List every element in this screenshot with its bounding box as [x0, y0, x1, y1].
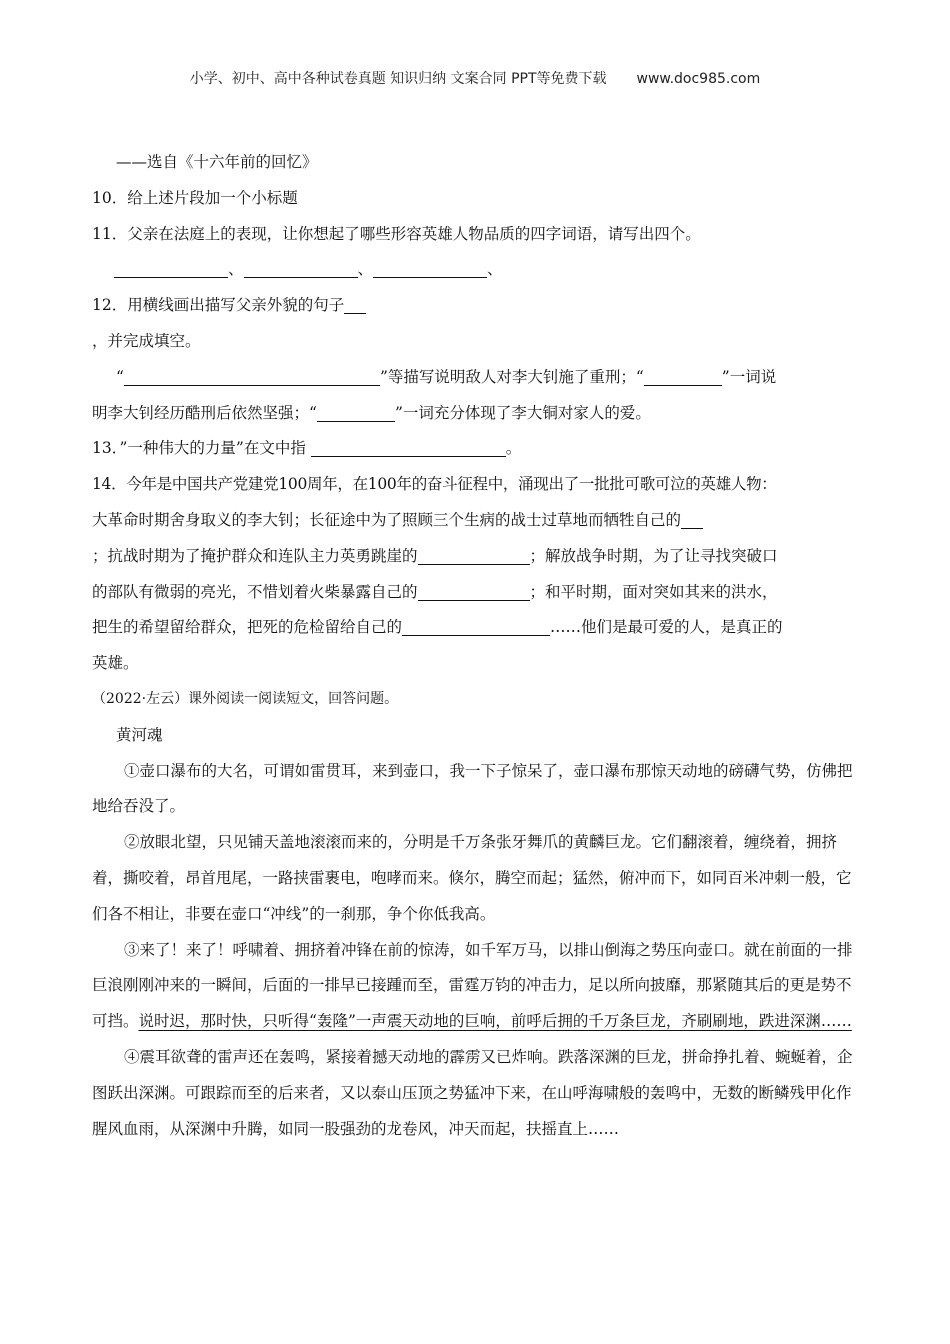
reading-title: 黄河魂: [116, 725, 163, 744]
header-text: 小学、初中、高中各种试卷真题 知识归纳 文案合同 PPT等免费下载: [189, 71, 607, 87]
question-12-part2: ”一词说: [721, 367, 777, 386]
question-12-fill: [92, 360, 862, 396]
question-14-text: ；和平时期，面对突如其来的洪水，: [529, 582, 778, 601]
question-11: 11．父亲在法庭上的表现，让你想起了哪些形容英雄人物品质的四字词语，请写出四个。: [92, 224, 701, 243]
question-13: [92, 431, 862, 467]
question-12-fill-2: [92, 396, 862, 432]
answer-blank[interactable]: [681, 512, 703, 529]
answer-blank[interactable]: [418, 583, 530, 600]
page-header: [0, 68, 950, 88]
question-14-line6: 英雄。: [92, 654, 139, 673]
answer-blank[interactable]: [644, 369, 722, 386]
reading-intro: （2022·左云）课外阅读一阅读短文，回答问题。: [92, 690, 399, 707]
reading-paragraph-4: ④震耳欲聋的雷声还在轰鸣，紧接着撼天动地的霹雳又已炸响。跌落深渊的巨龙，拼命挣扎着、蜿蜒着，企图跃出深渊。可跟踪而至的后来者，又以泰山压顶之势猛冲下来，在山呼海啸般的轰鸣中，无数的断鳞残甲化作腥风血雨，从深渊中升腾，如同一股强劲的龙卷风，冲天而起，扶摇直上……: [92, 1047, 853, 1138]
question-14-line3: [92, 539, 862, 575]
question-12: [92, 288, 862, 324]
open-quote: “: [116, 367, 124, 386]
header-site: www.doc985.com: [636, 71, 761, 87]
question-10: 10．给上述片段加一个小标题: [92, 188, 298, 207]
question-14-text: 大革命时期舍身取义的李大钊；长征途中为了照顾三个生病的战士过草地而牺牲自己的: [92, 510, 682, 529]
answer-blank[interactable]: [317, 404, 395, 421]
question-12-part4: ”一词充分体现了李大铜对家人的爱。: [394, 403, 651, 422]
question-14-line4: [92, 575, 862, 611]
reading-paragraph-1: ①壶口瀑布的大名，可谓如雷贯耳，来到壶口，我一下子惊呆了，壶口瀑布那惊天动地的磅礴气势，仿佛把地给吞没了。: [92, 761, 853, 816]
reading-paragraph-2: ②放眼北望，只见铺天盖地滚滚而来的，分明是千万条张牙舞爪的黄麟巨龙。它们翻滚着，缠绕着，拥挤着，撕咬着，昂首甩尾，一路挟雷裹电，咆哮而来。倏尔，腾空而起；猛然，俯冲而下，如同百米冲刺一般，它们各不相让，非要在壶口“冲线”的一刹那，争个你低我高。: [92, 833, 852, 923]
source-line: ——选自《十六年前的回忆》: [116, 153, 318, 171]
answer-blank[interactable]: [402, 619, 550, 636]
separator: 、: [357, 260, 374, 279]
question-12-line2: ，并完成填空。: [92, 331, 201, 350]
question-14-text: ；抗战时期为了掩护群众和连队主力英勇跳崖的: [92, 546, 418, 565]
answer-blank[interactable]: [418, 548, 530, 565]
question-12-part3: 明李大钊经历酷刑后依然坚强；“: [92, 403, 317, 422]
question-14-text: 把生的希望留给群众，把死的危检留给自己的: [92, 618, 403, 637]
question-14-line5: [92, 610, 862, 646]
document-body: [92, 145, 862, 1147]
question-14-text: 的部队有微弱的亮光，不惜划着火柴暴露自己的: [92, 582, 418, 601]
answer-blank[interactable]: [344, 297, 366, 314]
question-14-text: ；解放战争时期，为了让寻找突破口: [529, 546, 778, 565]
question-14-line2: [92, 503, 862, 539]
answer-blank[interactable]: [124, 369, 380, 386]
question-12-text: 12．用横线画出描写父亲外貌的句子: [92, 296, 345, 315]
question-11-blanks: [92, 252, 862, 288]
separator: 、: [487, 260, 503, 279]
reading-paragraph-3: [92, 933, 862, 1040]
question-13-end: 。: [505, 439, 522, 458]
question-13-text: 13．”一种伟大的力量”在文中指: [92, 439, 306, 458]
reading-paragraph-3-text: ③来了！来了！呼啸着、拥挤着冲锋在前的惊涛，如千军万马，以排山倒海之势压向壶口。就在前面的一排巨浪刚刚冲来的一瞬间，后面的一排早已接踵而至，雷霆万钧的冲击力，足以所向披靡，那紧随其后的更是势不可挡。: [92, 940, 853, 1031]
question-12-part1: ”等描写说明敌人对李大钊施了重刑；“: [379, 367, 644, 386]
answer-blank[interactable]: [114, 261, 228, 278]
separator: 、: [228, 260, 244, 279]
answer-blank[interactable]: [373, 261, 487, 278]
answer-blank[interactable]: [244, 261, 358, 278]
underlined-sentence: 说时迟，那时快，只听得“轰隆”一声震天动地的巨响，前呼后拥的千万条巨龙，齐刷刷地，跌进深渊……: [138, 1012, 852, 1031]
question-14: 14．今年是中国共产党建党100周年，在100年的奋斗征程中，涌现出了一批批可歌可泣的英雄人物：: [92, 475, 777, 494]
question-14-text: ……他们是最可爱的人，是真正的: [550, 618, 783, 637]
answer-blank[interactable]: [311, 440, 506, 457]
